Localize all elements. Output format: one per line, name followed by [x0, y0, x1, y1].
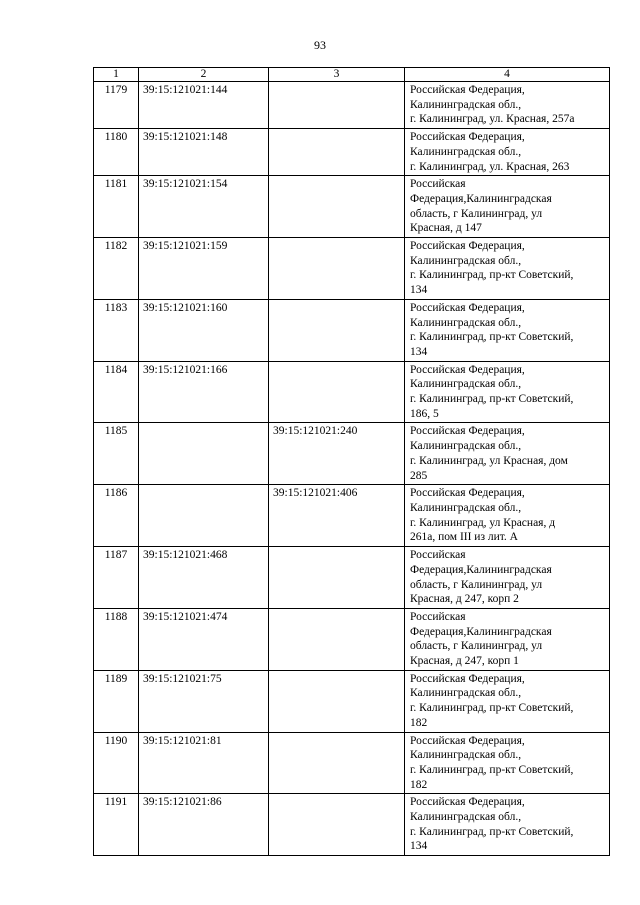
address-line: Федерация,Калининградская [410, 192, 552, 205]
address-line: Калининградская обл., [410, 501, 522, 514]
cadastral-number-alt-cell [269, 238, 405, 300]
address-line: Российская Федерация, [410, 240, 525, 253]
row-number-cell: 1188 [94, 608, 139, 670]
address-line: Российская Федерация, [410, 672, 525, 685]
address-line: 134 [410, 840, 428, 853]
cadastral-number-cell: 39:15:121021:86 [139, 794, 269, 856]
cadastral-number-alt-cell [269, 547, 405, 609]
table-header-row [94, 68, 610, 82]
cadastral-number-cell: 39:15:121021:159 [139, 238, 269, 300]
address-cell [405, 129, 610, 176]
address-cell [405, 176, 610, 238]
table-row [94, 423, 610, 485]
address-line: Красная, д 147 [410, 222, 482, 235]
table-row [94, 485, 610, 547]
address-line: г. Калининград, пр-кт Советский, [410, 331, 574, 344]
cadastral-number-cell: 39:15:121021:154 [139, 176, 269, 238]
address-line: область, г Калининград, ул [410, 640, 543, 653]
row-number-cell: 1187 [94, 547, 139, 609]
cadastral-number-cell [139, 423, 269, 485]
address-cell [405, 794, 610, 856]
address-line: Калининградская обл., [410, 316, 522, 329]
address-line: Калининградская обл., [410, 749, 522, 762]
address-line: Федерация,Калининградская [410, 563, 552, 576]
address-line: Калининградская обл., [410, 687, 522, 700]
address-cell [405, 485, 610, 547]
row-number-cell: 1185 [94, 423, 139, 485]
address-line: Российская Федерация, [410, 131, 525, 144]
address-cell [405, 732, 610, 794]
table-row [94, 794, 610, 856]
cadastral-number-alt-cell [269, 608, 405, 670]
address-line: 134 [410, 345, 428, 358]
address-line: г. Калининград, ул Красная, дом [410, 454, 568, 467]
row-number-cell: 1183 [94, 299, 139, 361]
address-cell [405, 547, 610, 609]
cadastral-number-alt-cell [269, 129, 405, 176]
cadastral-number-cell: 39:15:121021:75 [139, 670, 269, 732]
address-line: Российская [410, 549, 466, 562]
address-cell [405, 361, 610, 423]
table-row [94, 129, 610, 176]
address-line: Красная, д 247, корп 2 [410, 593, 519, 606]
cadastral-number-cell [139, 485, 269, 547]
cadastral-number-alt-cell: 39:15:121021:406 [269, 485, 405, 547]
cadastral-number-alt-cell [269, 361, 405, 423]
address-line: Российская [410, 610, 466, 623]
address-line: 261а, пом III из лит. А [410, 531, 518, 544]
address-line: 285 [410, 469, 428, 482]
address-cell [405, 608, 610, 670]
address-line: Российская Федерация, [410, 425, 525, 438]
address-line: Российская Федерация, [410, 84, 525, 96]
cadastral-number-alt-cell [269, 794, 405, 856]
registry-table [93, 67, 610, 856]
address-line: 134 [410, 284, 428, 297]
address-line: г. Калининград, пр-кт Советский, [410, 702, 574, 715]
row-number-cell: 1186 [94, 485, 139, 547]
address-line: Калининградская обл., [410, 811, 522, 824]
address-line: 186, 5 [410, 407, 439, 420]
table-row [94, 732, 610, 794]
address-line: 182 [410, 778, 428, 791]
address-line: Федерация,Калининградская [410, 625, 552, 638]
address-line: г. Калининград, ул. Красная, 257а [410, 113, 575, 126]
cadastral-number-alt-cell [269, 299, 405, 361]
cadastral-number-cell: 39:15:121021:468 [139, 547, 269, 609]
column-header-3: 3 [269, 68, 405, 82]
row-number-cell: 1179 [94, 82, 139, 129]
table-row [94, 608, 610, 670]
address-line: Российская Федерация, [410, 796, 525, 809]
column-header-1: 1 [94, 68, 139, 82]
page-number: 93 [314, 38, 326, 52]
row-number-cell: 1190 [94, 732, 139, 794]
address-line: область, г Калининград, ул [410, 207, 543, 220]
address-line: Калининградская обл., [410, 440, 522, 453]
address-cell [405, 423, 610, 485]
address-line: г. Калининград, пр-кт Советский, [410, 393, 574, 406]
address-line: Калининградская обл., [410, 98, 522, 111]
row-number-cell: 1181 [94, 176, 139, 238]
cadastral-number-cell: 39:15:121021:160 [139, 299, 269, 361]
cadastral-number-alt-cell: 39:15:121021:240 [269, 423, 405, 485]
address-cell [405, 238, 610, 300]
address-line: 182 [410, 716, 428, 729]
address-line: г. Калининград, пр-кт Советский, [410, 269, 574, 282]
table-row [94, 547, 610, 609]
address-line: г. Калининград, пр-кт Советский, [410, 763, 574, 776]
row-number-cell: 1189 [94, 670, 139, 732]
cadastral-number-alt-cell [269, 670, 405, 732]
address-line: область, г Калининград, ул [410, 578, 543, 591]
address-line: Российская Федерация, [410, 487, 525, 500]
address-line: Российская Федерация, [410, 363, 525, 376]
address-line: Российская [410, 178, 466, 191]
cadastral-number-cell: 39:15:121021:474 [139, 608, 269, 670]
column-header-4: 4 [405, 68, 610, 82]
address-line: г. Калининград, ул Красная, д [410, 516, 556, 529]
address-line: Российская Федерация, [410, 301, 525, 314]
table-row [94, 82, 610, 129]
cadastral-number-cell: 39:15:121021:144 [139, 82, 269, 129]
table-row [94, 670, 610, 732]
cadastral-number-alt-cell [269, 732, 405, 794]
row-number-cell: 1180 [94, 129, 139, 176]
cadastral-number-cell: 39:15:121021:166 [139, 361, 269, 423]
row-number-cell: 1182 [94, 238, 139, 300]
table-row [94, 238, 610, 300]
address-line: Российская Федерация, [410, 734, 525, 747]
address-line: Калининградская обл., [410, 145, 522, 158]
address-line: Калининградская обл., [410, 254, 522, 267]
row-number-cell: 1184 [94, 361, 139, 423]
table-row [94, 299, 610, 361]
address-line: Красная, д 247, корп 1 [410, 655, 519, 668]
cadastral-number-alt-cell [269, 82, 405, 129]
column-header-2: 2 [139, 68, 269, 82]
table-body [94, 82, 610, 856]
address-line: Калининградская обл., [410, 378, 522, 391]
address-line: г. Калининград, пр-кт Советский, [410, 825, 574, 838]
address-line: г. Калининград, ул. Красная, 263 [410, 160, 570, 173]
address-cell [405, 299, 610, 361]
row-number-cell: 1191 [94, 794, 139, 856]
address-cell [405, 670, 610, 732]
table-row [94, 361, 610, 423]
address-cell [405, 82, 610, 129]
cadastral-number-cell: 39:15:121021:148 [139, 129, 269, 176]
cadastral-number-cell: 39:15:121021:81 [139, 732, 269, 794]
table-row [94, 176, 610, 238]
cadastral-number-alt-cell [269, 176, 405, 238]
